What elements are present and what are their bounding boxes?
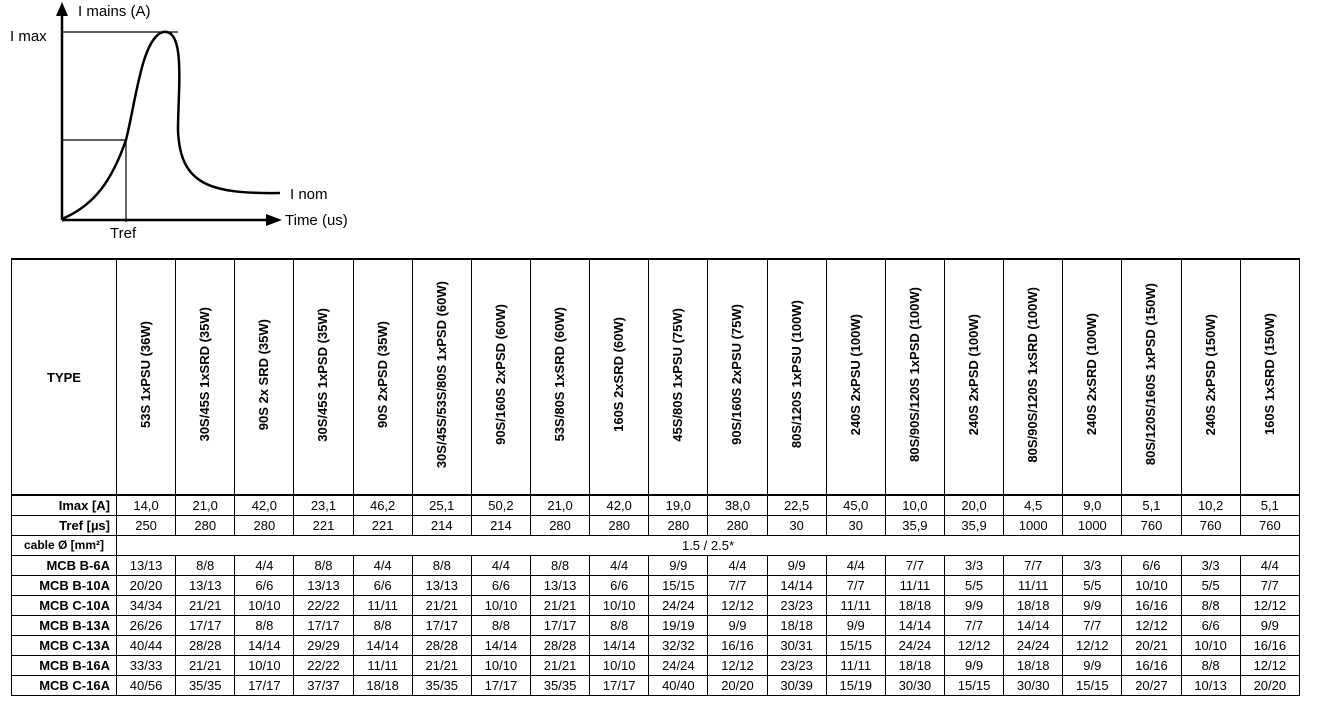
table-cell: 7/7 bbox=[885, 556, 944, 576]
table-cell: 11/11 bbox=[885, 576, 944, 596]
table-cell: 4/4 bbox=[708, 556, 767, 576]
table-cell: 12/12 bbox=[1240, 596, 1299, 616]
column-header-label: 240S 2xPSD (100W) bbox=[966, 313, 982, 436]
table-cell: 6/6 bbox=[590, 576, 649, 596]
table-cell: 250 bbox=[117, 516, 176, 536]
table-cell: 14/14 bbox=[590, 636, 649, 656]
table-cell: 30/39 bbox=[767, 676, 826, 696]
table-cell: 12/12 bbox=[1122, 616, 1181, 636]
table-cell: 16/16 bbox=[1122, 596, 1181, 616]
column-header bbox=[1122, 259, 1181, 495]
x-axis-label: Time (us) bbox=[285, 212, 348, 229]
column-header bbox=[826, 259, 885, 495]
column-header bbox=[708, 259, 767, 495]
table-cell: 8/8 bbox=[530, 556, 589, 576]
table-cell: 10/10 bbox=[1122, 576, 1181, 596]
column-header-label: 80S/120S 1xPSU (100W) bbox=[788, 300, 804, 449]
column-header-label: 53S/80S 1xSRD (60W) bbox=[552, 307, 568, 442]
table-cell: 14/14 bbox=[471, 636, 530, 656]
mcb-row bbox=[12, 576, 1300, 596]
table-cell: 33/33 bbox=[117, 656, 176, 676]
table-cell: 4/4 bbox=[235, 556, 294, 576]
column-header bbox=[176, 259, 235, 495]
table-cell: 17/17 bbox=[590, 676, 649, 696]
table-cell: 15/15 bbox=[944, 676, 1003, 696]
table-cell: 6/6 bbox=[1181, 616, 1240, 636]
table-cell: 35/35 bbox=[412, 676, 471, 696]
table-cell: 21/21 bbox=[176, 656, 235, 676]
table-cell: 10,0 bbox=[885, 495, 944, 516]
table-cell: 10/10 bbox=[471, 596, 530, 616]
table-cell: 10/10 bbox=[235, 596, 294, 616]
column-header-label: 30S/45S/53S/80S 1xPSD (60W) bbox=[433, 280, 449, 469]
table-cell: 18/18 bbox=[353, 676, 412, 696]
row-label: Imax [A] bbox=[12, 495, 117, 516]
table-cell: 11/11 bbox=[353, 596, 412, 616]
table-cell: 3/3 bbox=[944, 556, 1003, 576]
table-cell: 18/18 bbox=[885, 596, 944, 616]
mcb-row bbox=[12, 616, 1300, 636]
table-cell: 760 bbox=[1181, 516, 1240, 536]
imax-row bbox=[12, 495, 1300, 516]
table-cell: 221 bbox=[294, 516, 353, 536]
table-cell: 9/9 bbox=[944, 596, 1003, 616]
column-header-label: 90S/160S 2xPSU (75W) bbox=[729, 304, 745, 445]
table-cell: 7/7 bbox=[1240, 576, 1299, 596]
table-cell: 4/4 bbox=[353, 556, 412, 576]
table-cell: 21/21 bbox=[176, 596, 235, 616]
table-cell: 18/18 bbox=[885, 656, 944, 676]
table-cell: 17/17 bbox=[530, 616, 589, 636]
table-cell: 9/9 bbox=[767, 556, 826, 576]
table-cell: 6/6 bbox=[1122, 556, 1181, 576]
table-cell: 8/8 bbox=[590, 616, 649, 636]
table-cell: 4/4 bbox=[826, 556, 885, 576]
table-cell: 24/24 bbox=[649, 656, 708, 676]
table-cell: 10/13 bbox=[1181, 676, 1240, 696]
cable-size-cell: 1.5 / 2.5* bbox=[117, 536, 1300, 556]
table-cell: 8/8 bbox=[1181, 596, 1240, 616]
type-header: TYPE bbox=[12, 259, 117, 495]
table-cell: 32/32 bbox=[649, 636, 708, 656]
table-cell: 8/8 bbox=[1181, 656, 1240, 676]
y-axis-arrowhead bbox=[56, 2, 68, 16]
table-cell: 1000 bbox=[1004, 516, 1063, 536]
table-cell: 8/8 bbox=[235, 616, 294, 636]
table-cell: 5/5 bbox=[944, 576, 1003, 596]
inrush-curve bbox=[62, 32, 280, 219]
column-header bbox=[471, 259, 530, 495]
row-label: MCB B-10A bbox=[12, 576, 117, 596]
column-header-label: 80S/90S/120S 1xSRD (100W) bbox=[1025, 286, 1041, 463]
table-cell: 35/35 bbox=[530, 676, 589, 696]
table-cell: 280 bbox=[235, 516, 294, 536]
table-cell: 20/27 bbox=[1122, 676, 1181, 696]
column-header bbox=[1004, 259, 1063, 495]
table-cell: 214 bbox=[471, 516, 530, 536]
table-cell: 1000 bbox=[1063, 516, 1122, 536]
column-header bbox=[353, 259, 412, 495]
column-header bbox=[117, 259, 176, 495]
table-cell: 34/34 bbox=[117, 596, 176, 616]
table-cell: 8/8 bbox=[412, 556, 471, 576]
table-cell: 21,0 bbox=[176, 495, 235, 516]
table-cell: 12/12 bbox=[708, 596, 767, 616]
table-cell: 10/10 bbox=[590, 596, 649, 616]
column-header-label: 53S 1xPSU (36W) bbox=[138, 321, 154, 428]
table-cell: 7/7 bbox=[1004, 556, 1063, 576]
table-cell: 4/4 bbox=[590, 556, 649, 576]
table-cell: 21/21 bbox=[412, 596, 471, 616]
table-cell: 14/14 bbox=[885, 616, 944, 636]
column-header-label: 90S 2xPSD (35W) bbox=[374, 321, 390, 428]
table-cell: 30 bbox=[826, 516, 885, 536]
table-cell: 38,0 bbox=[708, 495, 767, 516]
column-header bbox=[590, 259, 649, 495]
table-cell: 30/30 bbox=[885, 676, 944, 696]
table-cell: 4/4 bbox=[1240, 556, 1299, 576]
table-cell: 12/12 bbox=[708, 656, 767, 676]
table-cell: 17/17 bbox=[294, 616, 353, 636]
table-cell: 21/21 bbox=[530, 596, 589, 616]
table-cell: 11/11 bbox=[826, 656, 885, 676]
table-cell: 5/5 bbox=[1181, 576, 1240, 596]
table-cell: 13/13 bbox=[530, 576, 589, 596]
mcb-row bbox=[12, 636, 1300, 656]
table-cell: 14/14 bbox=[235, 636, 294, 656]
table-cell: 10/10 bbox=[1181, 636, 1240, 656]
y-axis-label: I mains (A) bbox=[78, 3, 151, 20]
table-cell: 45,0 bbox=[826, 495, 885, 516]
table-cell: 24/24 bbox=[885, 636, 944, 656]
table-cell: 8/8 bbox=[294, 556, 353, 576]
table-cell: 24/24 bbox=[1004, 636, 1063, 656]
column-header bbox=[885, 259, 944, 495]
column-header-label: 160S 2xSRD (60W) bbox=[611, 317, 627, 432]
table-cell: 20/20 bbox=[117, 576, 176, 596]
table-cell: 20/21 bbox=[1122, 636, 1181, 656]
table-cell: 35,9 bbox=[885, 516, 944, 536]
row-label: MCB C-13A bbox=[12, 636, 117, 656]
table-cell: 10/10 bbox=[590, 656, 649, 676]
table-cell: 9/9 bbox=[944, 656, 1003, 676]
column-header-label: 80S/90S/120S 1xPSD (100W) bbox=[906, 287, 922, 462]
table-cell: 8/8 bbox=[176, 556, 235, 576]
mcb-row bbox=[12, 556, 1300, 576]
table-cell: 23/23 bbox=[767, 656, 826, 676]
column-header-label: 45S/80S 1xPSU (75W) bbox=[670, 307, 686, 442]
table-cell: 18/18 bbox=[1004, 656, 1063, 676]
table-header-row bbox=[12, 259, 1300, 495]
table-cell: 9/9 bbox=[1240, 616, 1299, 636]
inom-label: I nom bbox=[290, 186, 328, 203]
table-cell: 6/6 bbox=[471, 576, 530, 596]
table-cell: 17/17 bbox=[412, 616, 471, 636]
table-cell: 16/16 bbox=[708, 636, 767, 656]
table-cell: 35/35 bbox=[176, 676, 235, 696]
table-cell: 46,2 bbox=[353, 495, 412, 516]
mcb-compatibility-table bbox=[11, 258, 1300, 696]
table-cell: 20,0 bbox=[944, 495, 1003, 516]
table-cell: 280 bbox=[590, 516, 649, 536]
table-cell: 35,9 bbox=[944, 516, 1003, 536]
table-cell: 10/10 bbox=[235, 656, 294, 676]
table-cell: 4,5 bbox=[1004, 495, 1063, 516]
table-cell: 9,0 bbox=[1063, 495, 1122, 516]
imax-label: I max bbox=[10, 28, 47, 45]
row-label: MCB C-10A bbox=[12, 596, 117, 616]
table-cell: 17/17 bbox=[176, 616, 235, 636]
table-cell: 13/13 bbox=[117, 556, 176, 576]
table-cell: 3/3 bbox=[1181, 556, 1240, 576]
table-cell: 15/19 bbox=[826, 676, 885, 696]
column-header-label: 30S/45S 1xPSD (35W) bbox=[315, 307, 331, 442]
table-cell: 3/3 bbox=[1063, 556, 1122, 576]
table-cell: 6/6 bbox=[235, 576, 294, 596]
table-cell: 11/11 bbox=[353, 656, 412, 676]
table-cell: 25,1 bbox=[412, 495, 471, 516]
table-cell: 21,0 bbox=[530, 495, 589, 516]
tref-label: Tref bbox=[110, 225, 137, 242]
table-cell: 9/9 bbox=[708, 616, 767, 636]
table-cell: 13/13 bbox=[294, 576, 353, 596]
table-cell: 15/15 bbox=[1063, 676, 1122, 696]
table-cell: 8/8 bbox=[353, 616, 412, 636]
table-cell: 22/22 bbox=[294, 656, 353, 676]
table-cell: 280 bbox=[708, 516, 767, 536]
x-axis-arrowhead bbox=[266, 214, 282, 226]
table-cell: 221 bbox=[353, 516, 412, 536]
table-cell: 8/8 bbox=[471, 616, 530, 636]
table-cell: 42,0 bbox=[235, 495, 294, 516]
table-cell: 9/9 bbox=[649, 556, 708, 576]
table-cell: 18/18 bbox=[767, 616, 826, 636]
row-label: Tref [µs] bbox=[12, 516, 117, 536]
table-cell: 50,2 bbox=[471, 495, 530, 516]
table-cell: 28/28 bbox=[176, 636, 235, 656]
table-cell: 18/18 bbox=[1004, 596, 1063, 616]
table-cell: 5/5 bbox=[1063, 576, 1122, 596]
table-cell: 214 bbox=[412, 516, 471, 536]
table-cell: 10,2 bbox=[1181, 495, 1240, 516]
table-cell: 11/11 bbox=[826, 596, 885, 616]
row-label: cable Ø [mm²] bbox=[12, 536, 117, 556]
table-cell: 14/14 bbox=[1004, 616, 1063, 636]
table-cell: 280 bbox=[530, 516, 589, 536]
table-cell: 21/21 bbox=[530, 656, 589, 676]
table-cell: 37/37 bbox=[294, 676, 353, 696]
column-header bbox=[944, 259, 1003, 495]
column-header bbox=[767, 259, 826, 495]
column-header-label: 90S/160S 2xPSD (60W) bbox=[492, 304, 508, 445]
table-cell: 9/9 bbox=[826, 616, 885, 636]
table-cell: 7/7 bbox=[826, 576, 885, 596]
column-header bbox=[235, 259, 294, 495]
row-label: MCB C-16A bbox=[12, 676, 117, 696]
table-cell: 16/16 bbox=[1240, 636, 1299, 656]
column-header bbox=[1063, 259, 1122, 495]
table-cell: 760 bbox=[1122, 516, 1181, 536]
column-header-label: 80S/120S/160S 1xPSD (150W) bbox=[1143, 283, 1159, 466]
column-header-label: 240S 2xSRD (100W) bbox=[1084, 313, 1100, 436]
row-label: MCB B-16A bbox=[12, 656, 117, 676]
table-cell: 26/26 bbox=[117, 616, 176, 636]
column-header-label: 160S 1xSRD (150W) bbox=[1261, 313, 1277, 436]
mcb-row bbox=[12, 676, 1300, 696]
column-header bbox=[649, 259, 708, 495]
row-label: MCB B-6A bbox=[12, 556, 117, 576]
column-header-label: 240S 2xPSU (100W) bbox=[847, 313, 863, 436]
table-cell: 28/28 bbox=[412, 636, 471, 656]
table-cell: 19/19 bbox=[649, 616, 708, 636]
table-cell: 280 bbox=[176, 516, 235, 536]
table-cell: 280 bbox=[649, 516, 708, 536]
table-cell: 17/17 bbox=[471, 676, 530, 696]
table-cell: 10/10 bbox=[471, 656, 530, 676]
table-cell: 20/20 bbox=[1240, 676, 1299, 696]
table-cell: 40/44 bbox=[117, 636, 176, 656]
table-cell: 15/15 bbox=[826, 636, 885, 656]
table-cell: 14/14 bbox=[353, 636, 412, 656]
row-label: MCB B-13A bbox=[12, 616, 117, 636]
cable-row bbox=[12, 536, 1300, 556]
table-cell: 29/29 bbox=[294, 636, 353, 656]
column-header bbox=[412, 259, 471, 495]
table-cell: 4/4 bbox=[471, 556, 530, 576]
table-cell: 15/15 bbox=[649, 576, 708, 596]
table-cell: 22,5 bbox=[767, 495, 826, 516]
table-cell: 28/28 bbox=[530, 636, 589, 656]
column-header bbox=[1181, 259, 1240, 495]
table-cell: 12/12 bbox=[1063, 636, 1122, 656]
table-cell: 13/13 bbox=[176, 576, 235, 596]
table-cell: 14,0 bbox=[117, 495, 176, 516]
table-cell: 20/20 bbox=[708, 676, 767, 696]
table-cell: 19,0 bbox=[649, 495, 708, 516]
table-cell: 7/7 bbox=[1063, 616, 1122, 636]
table-cell: 12/12 bbox=[944, 636, 1003, 656]
table-cell: 7/7 bbox=[708, 576, 767, 596]
table-cell: 30/30 bbox=[1004, 676, 1063, 696]
mcb-row bbox=[12, 596, 1300, 616]
column-header bbox=[530, 259, 589, 495]
table-cell: 7/7 bbox=[944, 616, 1003, 636]
column-header-label: 240S 2xPSD (150W) bbox=[1202, 313, 1218, 436]
table-cell: 16/16 bbox=[1122, 656, 1181, 676]
table-cell: 9/9 bbox=[1063, 596, 1122, 616]
column-header-label: 30S/45S 1xSRD (35W) bbox=[197, 307, 213, 442]
table-cell: 24/24 bbox=[649, 596, 708, 616]
tref-row bbox=[12, 516, 1300, 536]
table-cell: 23,1 bbox=[294, 495, 353, 516]
table-cell: 40/40 bbox=[649, 676, 708, 696]
table-cell: 5,1 bbox=[1240, 495, 1299, 516]
inrush-current-diagram bbox=[0, 0, 380, 250]
column-header-label: 90S 2x SRD (35W) bbox=[256, 318, 272, 431]
table-cell: 23/23 bbox=[767, 596, 826, 616]
table-cell: 30/31 bbox=[767, 636, 826, 656]
table-cell: 14/14 bbox=[767, 576, 826, 596]
table-cell: 22/22 bbox=[294, 596, 353, 616]
column-header bbox=[1240, 259, 1299, 495]
table-cell: 17/17 bbox=[235, 676, 294, 696]
table-cell: 21/21 bbox=[412, 656, 471, 676]
table-cell: 11/11 bbox=[1004, 576, 1063, 596]
table-cell: 5,1 bbox=[1122, 495, 1181, 516]
table-cell: 760 bbox=[1240, 516, 1299, 536]
table-cell: 30 bbox=[767, 516, 826, 536]
table-cell: 40/56 bbox=[117, 676, 176, 696]
table-cell: 42,0 bbox=[590, 495, 649, 516]
column-header bbox=[294, 259, 353, 495]
mcb-row bbox=[12, 656, 1300, 676]
table-cell: 13/13 bbox=[412, 576, 471, 596]
table-cell: 12/12 bbox=[1240, 656, 1299, 676]
table-cell: 6/6 bbox=[353, 576, 412, 596]
table-cell: 9/9 bbox=[1063, 656, 1122, 676]
